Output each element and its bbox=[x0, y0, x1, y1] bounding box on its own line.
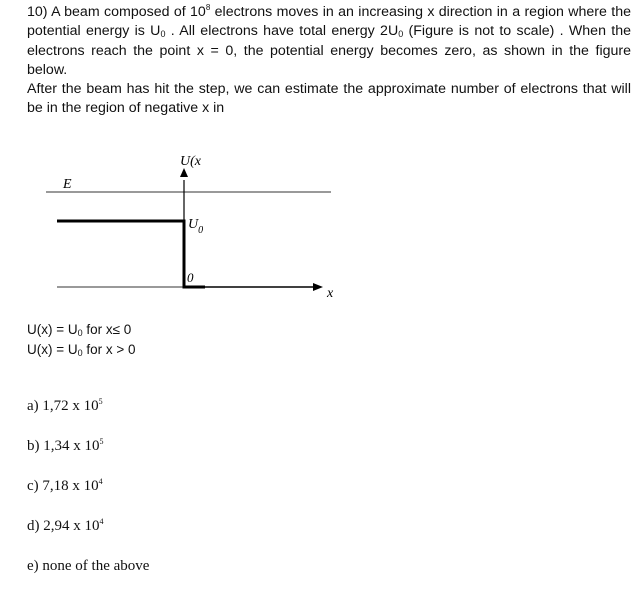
zero-label: 0 bbox=[187, 270, 194, 285]
problem-paragraph-1: 10) A beam composed of $10^8$ electrons moves in an increasing x direction in a region where the potential energy is $U_0$ . All electrons have total energy $2U_0$ (Figure is not to scale) . When the electrons reach the point x = 0, the potential energy becomes zero, as shown in the figure below. bbox=[27, 3, 631, 78]
x-axis-label: x bbox=[327, 286, 334, 301]
option-e[interactable]: e) none of the above bbox=[27, 558, 150, 574]
equation-1: $U(x) = U_0$ for x≤ 0 bbox=[27, 322, 132, 338]
x-axis-arrow bbox=[313, 283, 323, 291]
y-axis-label: U(x bbox=[180, 154, 201, 169]
problem-paragraph-2: After the beam has hit the step, we can estimate the approximate number of electrons that will be in the region of negative x in bbox=[27, 81, 631, 117]
step-label: $U_0$ bbox=[188, 217, 204, 236]
option-c[interactable]: c) 7,18 x $10^4$ bbox=[27, 477, 103, 494]
option-b[interactable]: b) 1,34 x $10^5$ bbox=[27, 437, 104, 454]
option-a[interactable]: a) 1,72 x $10^5$ bbox=[27, 397, 103, 414]
potential-step bbox=[57, 221, 205, 287]
problem-number: 10) bbox=[27, 4, 48, 20]
option-d[interactable]: d) 2,94 x $10^4$ bbox=[27, 517, 104, 534]
y-axis-arrow bbox=[180, 168, 188, 177]
equation-2: $U(x) = U_0$ for x > 0 bbox=[27, 342, 136, 358]
energy-label: E bbox=[63, 177, 72, 192]
equations bbox=[27, 320, 136, 360]
